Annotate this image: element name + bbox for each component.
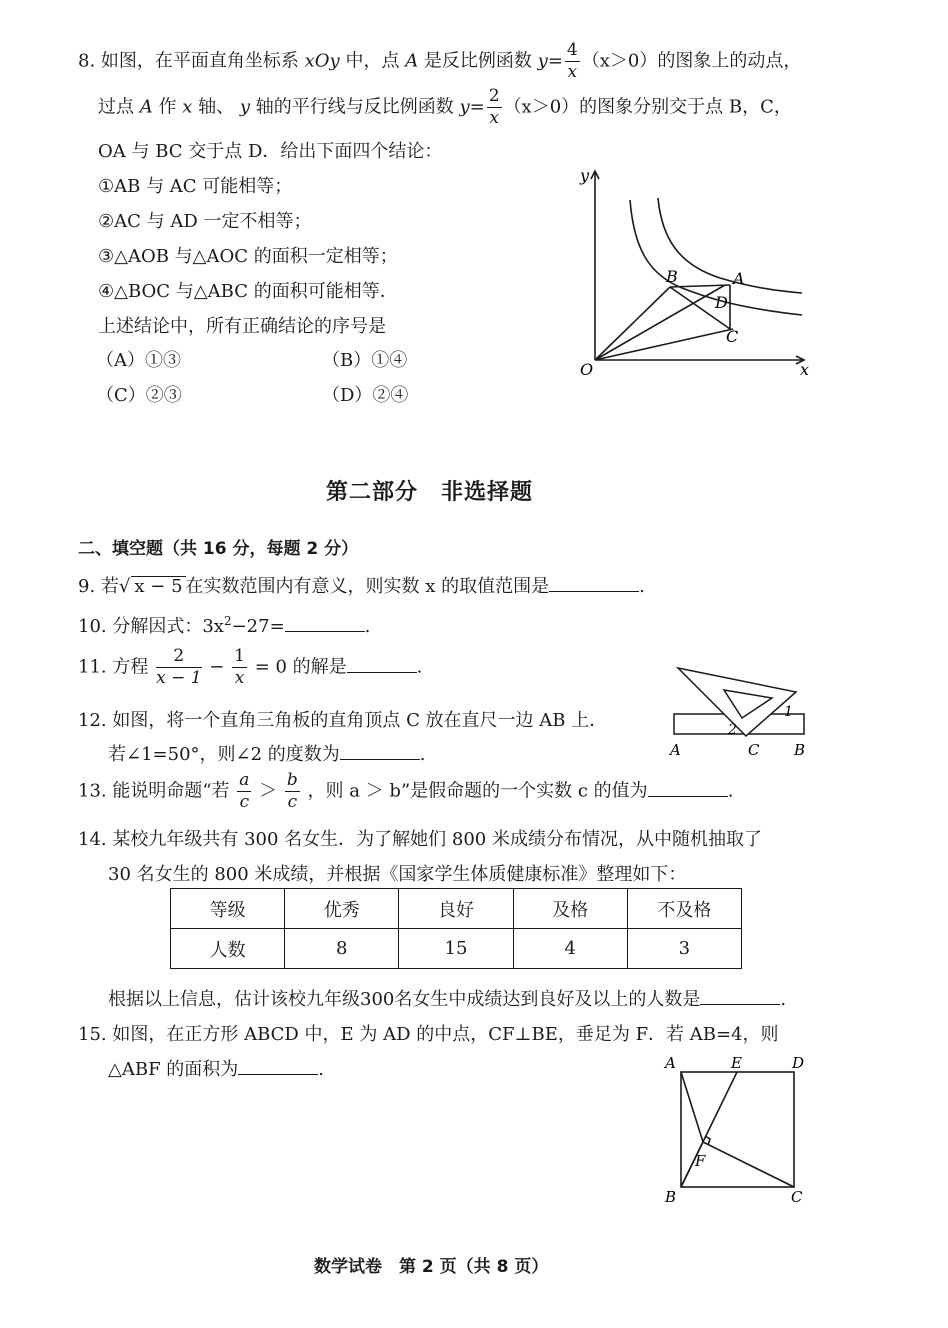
q15-label-B: B [665, 1188, 677, 1206]
q8-option-a[interactable]: （A）①③ [96, 350, 181, 371]
table-header-cell: 良好 [399, 889, 513, 929]
q8-label-A: A [733, 269, 745, 288]
q13-fraction-b-over-c: $\frac{b}{c}$ [286, 770, 298, 812]
curve-4-over-x [658, 198, 802, 293]
page-footer: 数学试卷 第 2 页（共 8 页） [314, 1257, 549, 1277]
table-cell: 人数 [171, 929, 285, 969]
q8-line3: OA 与 BC 交于点 D．给出下面四个结论： [98, 141, 443, 162]
q13: 13. 能说明命题“若 $\frac{a}{c}$ ＞ $\frac{b}{c}$ ，则 a ＞ b”是假命题的一个实数 c 的值为 . [78, 770, 734, 812]
q12-ruler-triangle-figure [660, 660, 820, 760]
q11-fraction-2: $\frac{1}{x}$ [234, 646, 245, 688]
q14-grade-table [170, 888, 742, 969]
q8-conclusion-1: ①AB 与 AC 可能相等； [98, 176, 293, 197]
q8-option-d[interactable]: （D）②④ [322, 385, 409, 406]
q8-line2: 过点 A 作 x 轴、 y 轴的平行线与反比例函数 y= $\frac{2}{x}$ （x＞0）的图象分别交于点 B，C， [98, 86, 792, 128]
q15-square-figure [655, 1050, 825, 1210]
q12-line1: 12. 如图，将一个直角三角板的直角顶点 C 放在直尺一边 AB 上． [78, 710, 608, 731]
q8-conclusion-2: ②AC 与 AD 一定不相等； [98, 211, 312, 232]
q14-line1: 14. 某校九年级共有 300 名女生．为了解她们 800 米成绩分布情况，从中随机抽取了 [78, 829, 762, 850]
table-cell: 3 [627, 929, 741, 969]
q12-label-A: A [670, 741, 681, 759]
q8-label-B: B [666, 267, 678, 286]
q8-fraction-4-over-x: $\frac{4}{x}$ [566, 40, 578, 82]
q8-label-O: O [580, 360, 594, 379]
table-cell: 15 [399, 929, 513, 969]
q12-label-C: C [748, 741, 760, 759]
table-row [171, 929, 742, 969]
table-header-cell: 优秀 [285, 889, 399, 929]
q8-label-y: y [580, 166, 590, 185]
q8-label-x: x [800, 360, 810, 379]
q9: 9. 若√ x − 5 在实数范围内有意义，则实数 x 的取值范围是 . [78, 576, 645, 597]
q8-line1: 8. 如图，在平面直角坐标系 xOy 中，点 A 是反比例函数 y= $\frac{4}{x}$ （x＞0）的图象上的动点， [78, 40, 802, 82]
q9-answer-blank[interactable] [549, 577, 639, 592]
q15-label-C: C [791, 1188, 803, 1206]
q10-answer-blank[interactable] [285, 617, 365, 632]
table-row [171, 889, 742, 929]
q9-radicand: x − 5 [131, 576, 185, 597]
q15-line1: 15. 如图，在正方形 ABCD 中，E 为 AD 的中点，CF⊥BE，垂足为 F．若 AB=4，则 [78, 1024, 779, 1045]
q8-option-c[interactable]: （C）②③ [96, 385, 182, 406]
table-header-cell: 等级 [171, 889, 285, 929]
table-header-cell: 及格 [513, 889, 627, 929]
q14-line2: 30 名女生的 800 米成绩，并根据《国家学生体质健康标准》整理如下： [108, 864, 687, 885]
q8-prompt: 上述结论中，所有正确结论的序号是 [98, 316, 386, 337]
segment-CF [703, 1142, 794, 1187]
q11-fraction-1: $\frac{2}{x - 1}$ [156, 646, 202, 688]
q12-label-angle2: 2 [728, 722, 737, 738]
q13-answer-blank[interactable] [648, 782, 728, 797]
section2-header: 二、填空题（共 16 分，每题 2 分） [78, 539, 359, 559]
q8-conclusion-4: ④△BOC 与△ABC 的面积可能相等． [98, 281, 398, 302]
q15-label-F: F [695, 1152, 706, 1170]
table-cell: 4 [513, 929, 627, 969]
q8-hyperbola-figure [570, 165, 820, 380]
q13-fraction-a-over-c: $\frac{a}{c}$ [239, 770, 250, 812]
q15-label-E: E [731, 1054, 742, 1072]
segment-OC [595, 329, 733, 360]
part2-title: 第二部分 非选择题 [326, 480, 534, 505]
q8-label-C: C [726, 327, 739, 346]
set-square [678, 668, 796, 736]
q12-line2: 若∠1=50°，则∠2 的度数为 . [108, 744, 426, 765]
q10: 10. 分解因式：$3x^2-27=$ . [78, 614, 371, 637]
q14-answer-blank[interactable] [700, 990, 780, 1005]
q8-fraction-2-over-x: $\frac{2}{x}$ [488, 86, 500, 128]
q15-line2: △ABF 的面积为 . [108, 1059, 325, 1080]
q8-label-D: D [715, 293, 728, 312]
q8-option-b[interactable]: （B）①④ [322, 350, 408, 371]
q14-line3: 根据以上信息，估计该校九年级300名女生中成绩达到良好及以上的人数是 . [108, 989, 787, 1010]
q15-answer-blank[interactable] [238, 1060, 318, 1075]
q12-answer-blank[interactable] [340, 745, 420, 760]
q8-conclusion-3: ③△AOB 与△AOC 的面积一定相等； [98, 246, 398, 267]
table-header-cell: 不及格 [627, 889, 741, 929]
q12-label-angle1: 1 [784, 704, 793, 720]
q11: 11. 方程 $\frac{2}{x - 1}$ − $\frac{1}{x}$ = 0 的解是 . [78, 646, 423, 688]
table-cell: 8 [285, 929, 399, 969]
q15-label-A: A [665, 1054, 676, 1072]
segment-AF [681, 1072, 703, 1142]
q11-answer-blank[interactable] [347, 658, 417, 673]
q15-label-D: D [792, 1054, 805, 1072]
q12-label-B: B [794, 741, 806, 759]
